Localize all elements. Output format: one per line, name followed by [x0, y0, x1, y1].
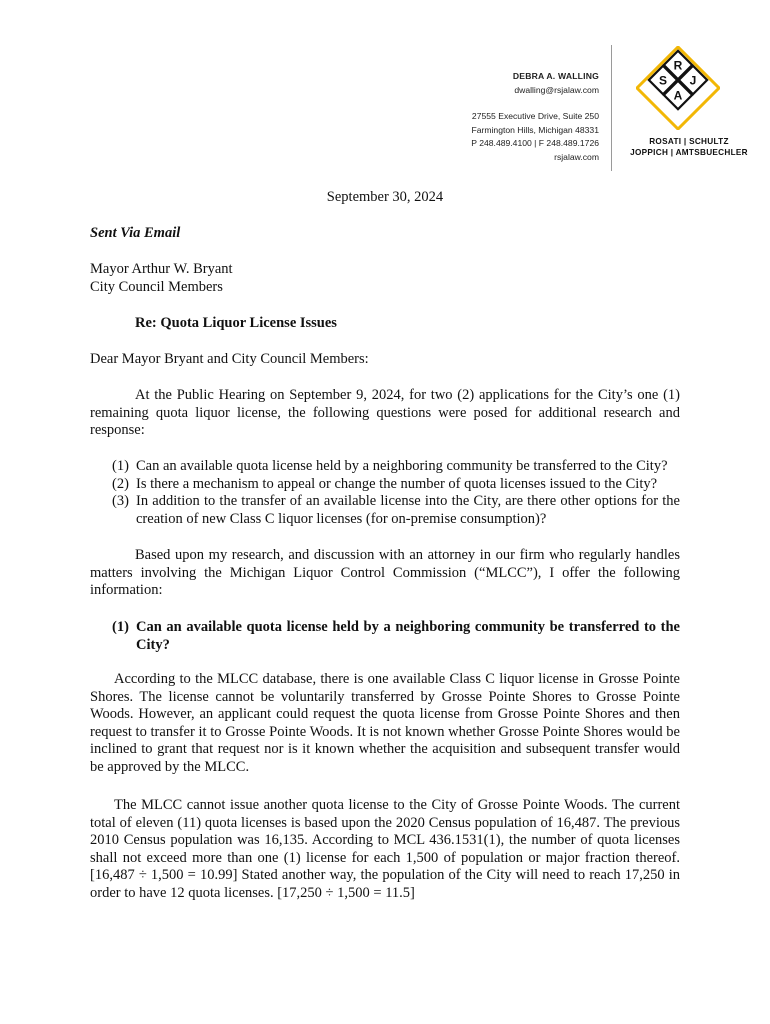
- question-item-3: [112, 493, 680, 528]
- firm-name-line1: ROSATI | SCHULTZ: [649, 137, 729, 146]
- section-heading-text: Can an available quota license held by a neighboring community be transferred to the City?: [136, 619, 680, 653]
- recipient-line2: City Council Members: [90, 278, 223, 295]
- logo-letter-j: J: [689, 73, 697, 88]
- letter-date: September 30, 2024: [326, 189, 444, 205]
- paragraph-research: Based upon my research, and discussion with an attorney in our firm who regularly handles matters involving the Michigan Liquor Control Commission (“MLCC”), I offer the following information:: [90, 547, 680, 599]
- recipient-block: [90, 261, 680, 296]
- logo-letter-s: S: [658, 73, 668, 88]
- sender-address-line1: 27555 Executive Drive, Suite 250: [471, 111, 599, 121]
- section-number: (1): [112, 619, 129, 635]
- logo-letter-r: R: [673, 58, 683, 73]
- salutation: Dear Mayor Bryant and City Council Members:: [90, 351, 369, 367]
- paragraph-intro: At the Public Hearing on September 9, 2024, for two (2) applications for the City’s one (1) remaining quota liquor license, the following questions were posed for additional research and response:: [90, 387, 680, 439]
- question-number: (3): [112, 493, 129, 510]
- question-text: In addition to the transfer of an available license into the City, are there other options for the creation of new Class C liquor licenses (for on-premise consumption)?: [136, 493, 680, 527]
- re-line: Re: Quota Liquor License Issues: [135, 315, 337, 331]
- question-number: (1): [112, 458, 129, 474]
- firm-logo: [636, 46, 720, 130]
- question-item-1: [112, 458, 680, 476]
- firm-name: [612, 136, 766, 158]
- recipient-line1: Mayor Arthur W. Bryant: [90, 261, 233, 277]
- question-text: Can an available quota license held by a neighboring community be transferred to the City?: [136, 458, 668, 474]
- firm-name-line2: JOPPICH | AMTSBUECHLER: [630, 148, 748, 157]
- question-text: Is there a mechanism to appeal or change the number of quota licenses issued to the City?: [136, 475, 658, 492]
- delivery-method: Sent Via Email: [90, 225, 181, 241]
- question-number: (2): [112, 475, 129, 492]
- logo-letter-a: A: [673, 88, 683, 103]
- sender-email[interactable]: dwalling@rsjalaw.com: [514, 84, 599, 95]
- paragraph-quota-count: The MLCC cannot issue another quota license to the City of Grosse Pointe Woods. The current total of eleven (11) quota licenses is based upon the 2020 Census population of 16,487. The previous 2010 Census population was 16,135. According to MCL 436.1531(1), the number of quota licenses shall not exceed more than one (1) license for each 1,500 of population or major fraction thereof. [16,487 ÷ 1,500 = 10.99] Stated another way, the population of the City will need to reach 17,250 in order to have 12 quota licenses. [17,250 ÷ 1,500 = 11.5]: [90, 797, 680, 901]
- sender-block: [471, 70, 599, 164]
- sender-address-line2: Farmington Hills, Michigan 48331: [471, 124, 599, 135]
- paragraph-neighbor-license: According to the MLCC database, there is one available Class C liquor license in Grosse Pointe Shores. The license cannot be voluntarily transferred by Grosse Pointe Shores to Grosse Pointe Woods. However, an applicant could request the quota license from Grosse Pointe Shores and then request to transfer it to Grosse Pointe Woods. It is not known whether Grosse Pointe Shores would be inclined to grant that request nor is it known whether the acquisition and subsequent transfer would be approved by the MLCC.: [90, 671, 680, 775]
- sender-phone-fax: P 248.489.4100 | F 248.489.1726: [471, 138, 599, 148]
- questions-list: [112, 458, 680, 528]
- sender-name: DEBRA A. WALLING: [512, 71, 599, 81]
- question-item-2: [112, 476, 680, 494]
- sender-website[interactable]: rsjalaw.com: [554, 151, 599, 162]
- section-heading-1: [112, 619, 680, 654]
